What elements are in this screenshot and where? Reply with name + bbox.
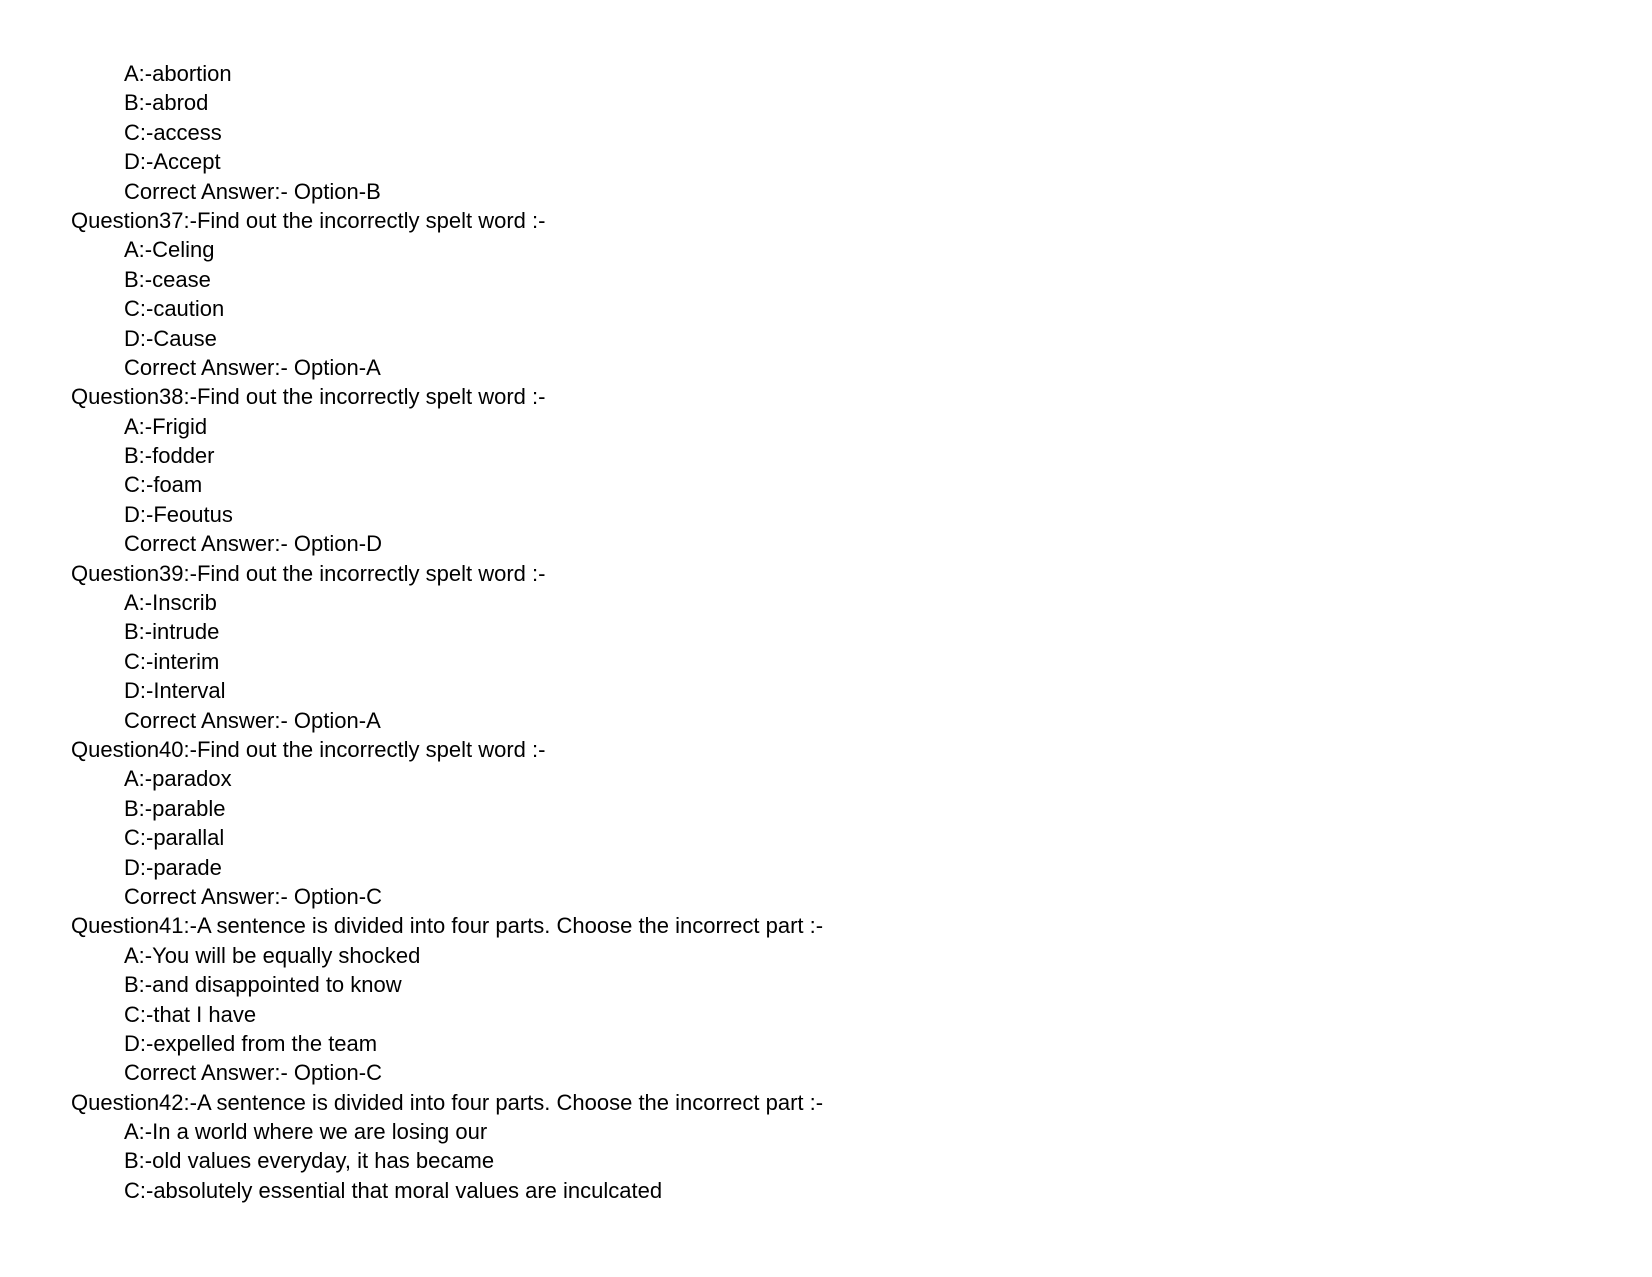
option-c: C:-absolutely essential that moral values are inculcated [124, 1177, 663, 1203]
option-b: B:-abrod [124, 90, 209, 116]
correct-answer: Correct Answer:- Option-A [124, 707, 381, 733]
option-d: D:-Feoutus [124, 501, 233, 527]
question-text: Question40:-Find out the incorrectly spelt word :- [71, 736, 546, 762]
option-b: B:-old values everyday, it has became [124, 1148, 495, 1174]
option-c: C:-access [124, 119, 222, 145]
option-a: A:-paradox [124, 766, 232, 792]
option-c: C:-foam [124, 472, 203, 498]
question-text: Question41:-A sentence is divided into four parts. Choose the incorrect part :- [71, 913, 824, 939]
option-c: C:-caution [124, 296, 225, 322]
question-document [0, 59, 1652, 1205]
option-c: C:-that I have [124, 1001, 257, 1027]
question-text: Question39:-Find out the incorrectly spelt word :- [71, 560, 546, 586]
option-b: B:-fodder [124, 443, 215, 469]
correct-answer: Correct Answer:- Option-C [124, 1060, 382, 1086]
option-d: D:-Accept [124, 149, 221, 175]
option-b: B:-intrude [124, 619, 220, 645]
option-d: D:-Cause [124, 325, 217, 351]
question-text: Question38:-Find out the incorrectly spelt word :- [71, 384, 546, 410]
correct-answer: Correct Answer:- Option-D [124, 531, 382, 557]
option-c: C:-interim [124, 648, 220, 674]
option-a: A:-You will be equally shocked [124, 942, 421, 968]
option-b: B:-cease [124, 266, 211, 292]
correct-answer: Correct Answer:- Option-A [124, 354, 381, 380]
option-d: D:-parade [124, 854, 222, 880]
option-a: A:-Celing [124, 237, 215, 263]
correct-answer: Correct Answer:- Option-B [124, 178, 381, 204]
correct-answer: Correct Answer:- Option-C [124, 883, 382, 909]
option-b: B:-parable [124, 795, 226, 821]
question-text: Question42:-A sentence is divided into four parts. Choose the incorrect part :- [71, 1089, 824, 1115]
option-c: C:-parallal [124, 825, 225, 851]
option-a: A:-Inscrib [124, 590, 217, 616]
option-a: A:-In a world where we are losing our [124, 1119, 488, 1145]
option-d: D:-expelled from the team [124, 1030, 378, 1056]
option-d: D:-Interval [124, 678, 226, 704]
option-b: B:-and disappointed to know [124, 972, 402, 998]
question-text: Question37:-Find out the incorrectly spelt word :- [71, 207, 546, 233]
option-a: A:-Frigid [124, 413, 208, 439]
option-a: A:-abortion [124, 61, 232, 86]
